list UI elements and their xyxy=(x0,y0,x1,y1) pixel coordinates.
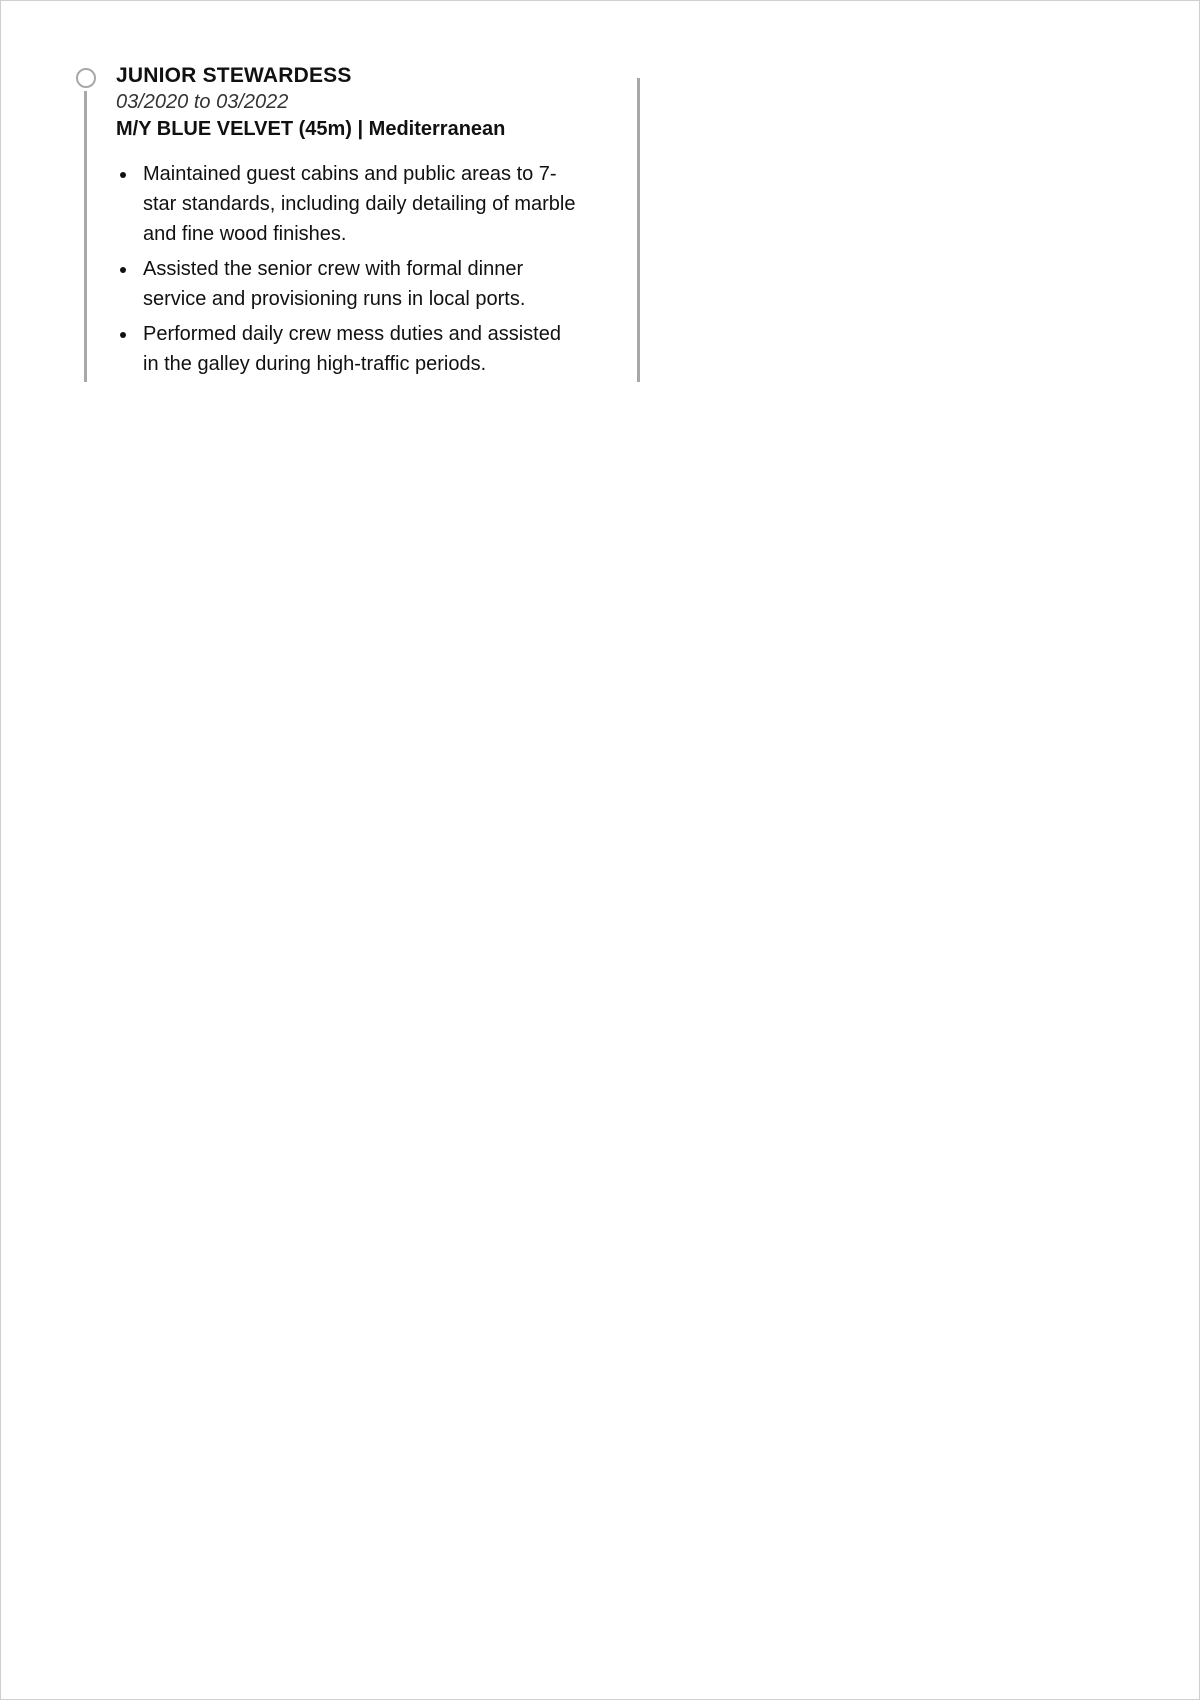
bullet-icon xyxy=(120,332,126,338)
duty-text: Assisted the senior crew with formal dinner service and provisioning runs in local ports. xyxy=(143,258,526,310)
timeline-line xyxy=(84,91,87,382)
list-item xyxy=(116,159,576,249)
list-item xyxy=(116,254,576,314)
list-item xyxy=(116,319,576,379)
bullet-icon xyxy=(120,172,126,178)
job-title: JUNIOR STEWARDESS xyxy=(116,64,352,87)
job-dates: 03/2020 to 03/2022 xyxy=(116,91,289,113)
experience-entry xyxy=(116,63,576,384)
column-divider xyxy=(637,78,640,382)
timeline-marker-icon xyxy=(76,68,96,88)
job-employer: M/Y BLUE VELVET (45m) | Mediterranean xyxy=(116,118,506,140)
duties-list xyxy=(116,159,576,379)
duty-text: Maintained guest cabins and public areas to 7-star standards, including daily detailing of marble and fine wood finishes. xyxy=(143,163,576,245)
duty-text: Performed daily crew mess duties and assisted in the galley during high-traffic periods. xyxy=(143,323,561,375)
bullet-icon xyxy=(120,267,126,273)
